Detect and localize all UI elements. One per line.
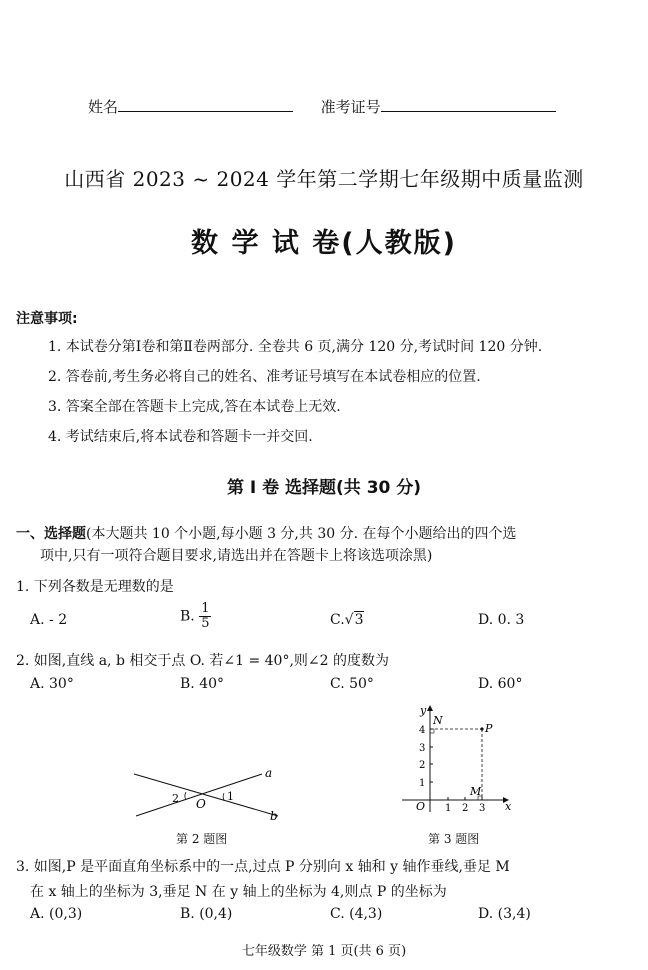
q2-option-c[interactable]: C. 50° xyxy=(330,676,374,692)
exam-id-field[interactable] xyxy=(381,99,556,112)
q2-option-b[interactable]: B. 40° xyxy=(180,676,225,692)
paper-title: 数 学 试 卷(人教版) xyxy=(191,228,457,259)
notes-heading: 注意事项: xyxy=(16,311,78,327)
q2-option-a[interactable]: A. 30° xyxy=(30,676,74,692)
figure-2-caption: 第 2 题图 xyxy=(176,832,228,846)
label-o: O xyxy=(196,797,206,811)
q1-option-c[interactable] xyxy=(330,612,364,628)
angle-2-label: 2 xyxy=(172,792,179,805)
section-intro-bold: 一、选择题 xyxy=(16,526,86,542)
section-intro-text: (本大题共 10 个小题,每小题 3 分,共 30 分. 在每个小题给出的四个选 xyxy=(86,526,517,542)
q1-option-b-prefix: B. xyxy=(180,608,195,625)
sqrt-radicand: 3 xyxy=(354,612,364,628)
name-field[interactable] xyxy=(118,99,293,112)
page-footer: 七年级数学 第 1 页(共 6 页) xyxy=(241,944,407,959)
x-tick-label: 3 xyxy=(479,803,486,814)
sqrt-symbol: √ xyxy=(344,612,354,628)
point-p xyxy=(480,727,483,730)
right-angle-n xyxy=(430,729,434,733)
figure-2-diagram xyxy=(130,760,290,824)
y-axis-label: y xyxy=(420,704,427,717)
q1-option-c-prefix: C. xyxy=(330,612,345,628)
fraction-numerator: 1 xyxy=(201,601,210,616)
q3-option-a[interactable]: A. (0,3) xyxy=(30,906,83,922)
exam-title: 山西省 2023 ~ 2024 学年第二学期七年级期中质量监测 xyxy=(64,167,584,191)
note-item: 1. 本试卷分第Ⅰ卷和第Ⅱ卷两部分. 全卷共 6 页,满分 120 分,考试时间 120 分钟. xyxy=(48,339,543,355)
label-n: N xyxy=(433,714,443,727)
x-axis-label: x xyxy=(505,800,512,813)
section-title: 第 Ⅰ 卷 选择题(共 30 分) xyxy=(226,478,422,498)
q3-option-b[interactable]: B. (0,4) xyxy=(180,906,233,922)
q1-option-d[interactable]: D. 0. 3 xyxy=(478,612,525,628)
y-tick-label: 1 xyxy=(419,778,426,789)
x-tick-label: 1 xyxy=(445,803,452,814)
angle-1-arc xyxy=(223,793,224,800)
name-label: 姓名 xyxy=(88,98,119,116)
question-1-stem: 1. 下列各数是无理数的是 xyxy=(16,579,174,595)
question-3-line2: 在 x 轴上的坐标为 3,垂足 N 在 y 轴上的坐标为 4,则点 P 的坐标为 xyxy=(30,884,447,900)
section-intro-line1 xyxy=(16,524,517,544)
figure-3-caption: 第 3 题图 xyxy=(428,832,480,846)
figure-3-diagram xyxy=(398,700,518,820)
candidate-info xyxy=(88,96,556,117)
y-tick-label: 4 xyxy=(419,725,426,736)
q2-option-d[interactable]: D. 60° xyxy=(478,676,523,692)
x-tick-label: 2 xyxy=(462,803,469,814)
q3-option-d[interactable]: D. (3,4) xyxy=(478,906,531,922)
origin-label: O xyxy=(416,800,426,813)
label-a: a xyxy=(265,766,273,780)
note-item: 4. 考试结束后,将本试卷和答题卡一并交回. xyxy=(48,429,313,445)
q3-option-c[interactable]: C. (4,3) xyxy=(330,906,383,922)
y-tick-label: 2 xyxy=(419,760,426,771)
exam-id-label: 准考证号 xyxy=(320,98,381,116)
label-m: M xyxy=(470,785,482,798)
note-item: 2. 答卷前,考生务必将自己的姓名、准考证号填写在本试卷相应的位置. xyxy=(48,369,481,385)
angle-1-label: 1 xyxy=(227,790,234,803)
fraction-denominator: 5 xyxy=(201,616,210,631)
question-3-line1: 3. 如图,P 是平面直角坐标系中的一点,过点 P 分别向 x 轴和 y 轴作垂线,垂足 M xyxy=(16,859,510,875)
angle-2-arc xyxy=(185,792,186,800)
note-item: 3. 答案全部在答题卡上完成,答在本试卷上无效. xyxy=(48,399,341,415)
question-2-stem: 2. 如图,直线 a, b 相交于点 O. 若∠1 = 40°,则∠2 的度数为 xyxy=(16,653,389,669)
label-p: P xyxy=(485,722,493,735)
q1-option-a[interactable]: A. - 2 xyxy=(30,612,68,628)
fraction xyxy=(199,602,211,631)
q1-option-b[interactable] xyxy=(180,602,211,631)
section-intro-line2: 项中,只有一项符合题目要求,请选出并在答题卡上将该选项涂黑) xyxy=(40,548,433,564)
label-b: b xyxy=(270,809,278,823)
y-tick-label: 3 xyxy=(419,743,426,754)
